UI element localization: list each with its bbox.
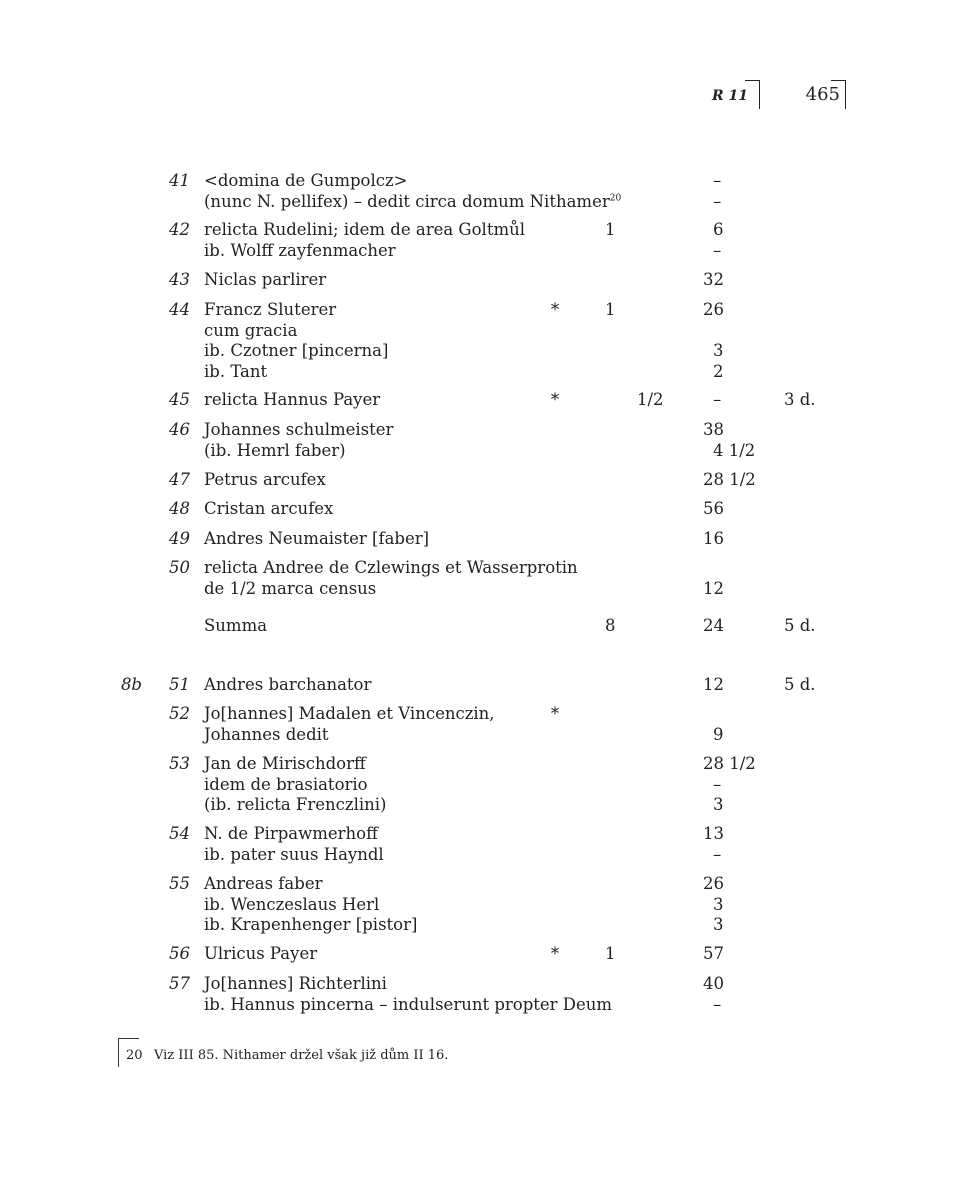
- entry-text: [204, 824, 624, 865]
- entry-line-text: relicta Hannus Payer: [204, 390, 381, 409]
- grossi-column: [703, 944, 773, 965]
- entry-text: [204, 874, 624, 936]
- entry-line: [204, 270, 624, 291]
- pay-value: 1/2: [637, 390, 664, 409]
- entry-text: [204, 616, 624, 637]
- grossi-value: 12: [703, 675, 724, 694]
- entry-line: [204, 558, 624, 579]
- entry-line-text: N. de Pirpawmerhoff: [204, 824, 378, 843]
- entry-line-text: ib. Hannus pincerna – indulserunt propter Deum: [204, 994, 613, 1014]
- grossi-column: [703, 529, 773, 550]
- entry-line-text: cum gracia: [204, 320, 298, 340]
- entry-line-text: ib. Wenczeslaus Herl: [204, 894, 380, 914]
- grossi-value: 2: [713, 361, 724, 381]
- entry-line-text: Ulricus Payer: [204, 944, 318, 963]
- grossi-value: 56: [703, 499, 724, 518]
- denarii-value: 5 d.: [784, 675, 816, 694]
- entry-number: 50: [169, 558, 190, 577]
- folio-marker: 8b: [120, 675, 142, 694]
- pay-value: 8: [605, 616, 616, 635]
- entry-text: [204, 499, 624, 520]
- grossi-column: [703, 675, 773, 696]
- grossi-column: [703, 974, 773, 1015]
- grossi-column: [703, 824, 773, 865]
- entry-line-text: Jo[hannes] Richterlini: [204, 974, 387, 993]
- entry-line: [204, 579, 624, 600]
- grossi-value: –: [713, 240, 722, 260]
- grossi-column: [703, 874, 773, 936]
- entry-line-text: Johannes dedit: [204, 724, 329, 744]
- header-corner-mark: [831, 80, 846, 109]
- grossi-value: 26: [703, 874, 724, 893]
- header-corner-mark: [745, 80, 760, 109]
- entry-number: 45: [169, 390, 190, 409]
- asterisk-mark: *: [550, 944, 560, 963]
- entry-text: [204, 558, 624, 599]
- signature-label: R 11: [712, 88, 748, 104]
- entry-number: 51: [169, 675, 190, 694]
- pay-value: 1: [605, 944, 616, 963]
- entry-number: 46: [169, 420, 190, 439]
- entry-line: [204, 529, 624, 550]
- grossi-value: [703, 321, 773, 342]
- entry-text: [204, 420, 624, 461]
- entry-line-text: relicta Andree de Czlewings et Wasserprotin: [204, 558, 578, 577]
- entry-line: [204, 420, 624, 441]
- entry-text: [204, 470, 624, 491]
- entry-line-text: idem de brasiatorio: [204, 774, 368, 794]
- entry-line-text: Andreas faber: [204, 874, 323, 893]
- entry-line: [204, 220, 624, 241]
- entry-line: [204, 725, 624, 746]
- asterisk-mark: *: [550, 390, 560, 409]
- entry-line-text: Niclas parlirer: [204, 270, 327, 289]
- entry-text: [204, 974, 624, 1015]
- grossi-value: 3: [713, 894, 724, 914]
- grossi-column: [703, 171, 773, 212]
- grossi-column: [703, 470, 773, 491]
- entry-line-text: de 1/2 marca census: [204, 578, 377, 598]
- grossi-value: [703, 558, 773, 579]
- grossi-value: –: [713, 994, 722, 1014]
- entry-line-text: ib. Wolff zayfenmacher: [204, 240, 396, 260]
- grossi-value: 28 1/2: [703, 470, 756, 489]
- page-number: 465: [805, 84, 840, 105]
- entry-line: [204, 895, 624, 916]
- grossi-value: 16: [703, 529, 724, 548]
- denarii-value: 5 d.: [784, 616, 816, 635]
- pay-column: [605, 616, 675, 637]
- entry-text: [204, 675, 624, 696]
- grossi-column: [703, 558, 773, 599]
- entry-line: [204, 915, 624, 936]
- entry-number: 49: [169, 529, 190, 548]
- entry-line: [204, 341, 624, 362]
- entry-number: 55: [169, 874, 190, 893]
- grossi-value: 26: [703, 300, 724, 319]
- entry-line: [204, 874, 624, 895]
- grossi-value: 9: [713, 724, 724, 744]
- grossi-value: –: [713, 774, 722, 794]
- footnote-text: Viz III 85. Nithamer držel však již dům II 16.: [154, 1048, 449, 1063]
- running-header-signature: [700, 80, 760, 110]
- entry-line: [204, 675, 624, 696]
- entry-line-text: Andres Neumaister [faber]: [204, 529, 430, 548]
- grossi-column: [703, 390, 773, 411]
- entry-line: [204, 775, 624, 796]
- entry-line-text: (nunc N. pellifex) – dedit circa domum Nithamer: [204, 191, 610, 211]
- grossi-value: 40: [703, 974, 724, 993]
- pay-column: [605, 220, 675, 241]
- grossi-column: [703, 499, 773, 520]
- pay-value: 1: [605, 300, 616, 319]
- grossi-column: [703, 270, 773, 291]
- entry-text: [204, 529, 624, 550]
- entry-line-text: ib. Krapenhenger [pistor]: [204, 915, 418, 934]
- entry-line: [204, 824, 624, 845]
- entry-number: 44: [169, 300, 190, 319]
- entry-line: [204, 616, 624, 637]
- grossi-value: –: [713, 844, 722, 864]
- entry-line: [204, 499, 624, 520]
- asterisk-mark: *: [550, 704, 560, 723]
- grossi-value: –: [713, 171, 722, 190]
- entry-text: [204, 171, 624, 212]
- entry-line-text: Cristan arcufex: [204, 499, 334, 518]
- entry-number: 52: [169, 704, 190, 723]
- entry-line-text: ib. Czotner [pincerna]: [204, 341, 389, 360]
- entry-line: [204, 362, 624, 383]
- grossi-value: 3: [713, 341, 724, 360]
- pay-column: [605, 300, 675, 321]
- entry-line-text: Francz Sluterer: [204, 300, 337, 319]
- grossi-column: [703, 300, 773, 382]
- entry-text: [204, 270, 624, 291]
- entry-line-text: Petrus arcufex: [204, 470, 326, 489]
- entry-line: [204, 171, 624, 192]
- entry-number: 41: [169, 171, 190, 190]
- grossi-value: –: [713, 191, 722, 211]
- entry-line: [204, 845, 624, 866]
- grossi-column: [703, 704, 773, 745]
- entry-line: [204, 974, 624, 995]
- entry-line-text: Jan de Mirischdorff: [204, 754, 366, 773]
- grossi-column: [703, 754, 773, 816]
- entry-number: 57: [169, 974, 190, 993]
- entry-text: [204, 220, 624, 261]
- entry-line-text: relicta Rudelini; idem de area Goltmůl: [204, 220, 526, 239]
- entry-line-text: ib. pater suus Hayndl: [204, 844, 384, 864]
- entry-line-text: (ib. relicta Frenczlini): [204, 795, 387, 814]
- pay-column: [637, 390, 707, 411]
- pay-value: 1: [605, 220, 616, 239]
- entry-line: [204, 754, 624, 775]
- grossi-value: 3: [713, 915, 724, 934]
- entry-number: 43: [169, 270, 190, 289]
- entry-line-text: ib. Tant: [204, 361, 268, 381]
- entry-line-text: <domina de Gumpolcz>: [204, 171, 408, 190]
- grossi-value: 24: [703, 616, 724, 635]
- entry-number: 54: [169, 824, 190, 843]
- entry-line-text: Jo[hannes] Madalen et Vincenczin,: [204, 704, 495, 723]
- entry-line: [204, 995, 624, 1016]
- entry-number: 56: [169, 944, 190, 963]
- entry-line: [204, 321, 624, 342]
- entry-line: [204, 441, 624, 462]
- grossi-value: 38: [703, 420, 724, 439]
- entry-line: [204, 795, 624, 816]
- entry-line-text: Johannes schulmeister: [204, 420, 394, 439]
- grossi-column: [703, 220, 773, 261]
- entry-line: [204, 470, 624, 491]
- entry-number: 42: [169, 220, 190, 239]
- grossi-value: 32: [703, 270, 724, 289]
- entry-line: [204, 192, 624, 213]
- asterisk-mark: *: [550, 300, 560, 319]
- grossi-value: 57: [703, 944, 724, 963]
- grossi-value: 4 1/2: [713, 440, 756, 460]
- footnote-reference: 20: [609, 193, 622, 203]
- grossi-value: 13: [703, 824, 724, 843]
- entry-number: 53: [169, 754, 190, 773]
- denarii-value: 3 d.: [784, 390, 816, 409]
- grossi-value: –: [713, 390, 722, 409]
- grossi-value: [703, 704, 773, 725]
- entry-number: 48: [169, 499, 190, 518]
- entry-number: 47: [169, 470, 190, 489]
- running-header-page: [800, 80, 846, 110]
- pay-column: [605, 944, 675, 965]
- entry-line-text: (ib. Hemrl faber): [204, 440, 346, 460]
- entry-line: [204, 241, 624, 262]
- grossi-value: 12: [703, 578, 724, 598]
- entry-line-text: Summa: [204, 616, 268, 635]
- grossi-value: 28 1/2: [703, 754, 756, 773]
- entry-line-text: Andres barchanator: [204, 675, 372, 694]
- grossi-column: [703, 616, 773, 637]
- footnote-number: 20: [126, 1048, 143, 1063]
- grossi-value: 3: [713, 795, 724, 814]
- entry-text: [204, 754, 624, 816]
- grossi-column: [703, 420, 773, 461]
- grossi-value: 6: [713, 220, 724, 239]
